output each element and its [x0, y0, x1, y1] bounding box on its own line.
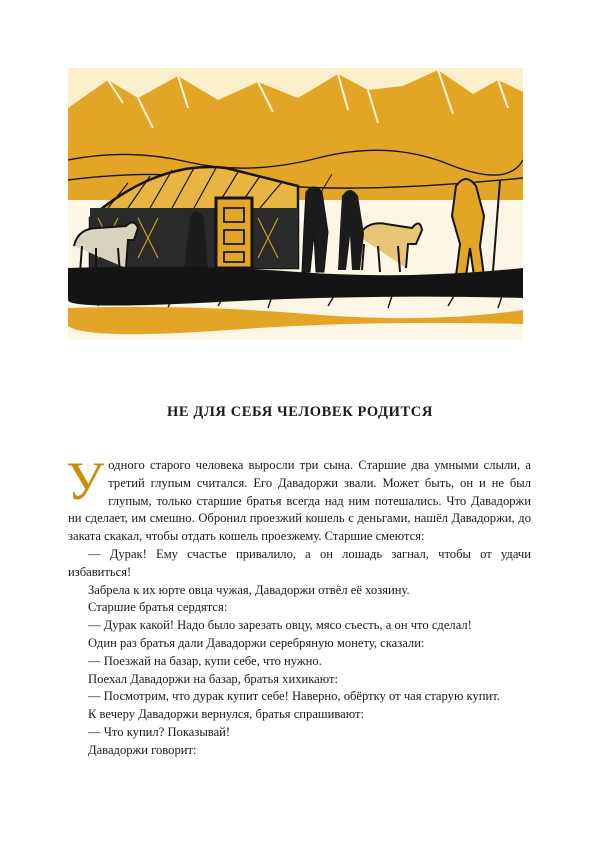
paragraph: Старшие братья сердятся:: [88, 600, 228, 615]
paragraph: Один раз братья дали Давадоржи серебряную монету, сказали:: [88, 635, 425, 650]
story-text: [66, 451, 531, 760]
paragraph: — Поезжай на базар, купи себе, что нужно.: [88, 653, 322, 668]
paragraph: — Посмотрим, что дурак купит себе! Наверно, обёртку от чая старую купит.: [88, 689, 500, 704]
paragraph: — Что купил? Показывай!: [88, 724, 231, 739]
yurt-scene-illustration: [68, 68, 523, 340]
first-paragraph-text: одного старого человека выросли три сына. Старшие два умными слыли, а третий глупым считался. Его Давадоржи звали. Может быть, он и не был глупым, только старшие братья всегда над ним потешались. Что Давадоржи ни сделает, им смешно. Обронил проезжий кошель с деньгами, нашёл Давадоржи, до заката скакал, чтобы отдать кошель проезжему. Старшие смеются:: [68, 458, 531, 544]
paragraph: Давадоржи говорит:: [88, 742, 197, 757]
first-paragraph: [66, 451, 531, 546]
paragraph: К вечеру Давадоржи вернулся, братья спрашивают:: [88, 707, 364, 722]
illustration-drawing: [68, 68, 523, 340]
paragraph: Поехал Давадоржи на базар, братья хихикают:: [88, 671, 338, 686]
page-title: НЕ ДЛЯ СЕБЯ ЧЕЛОВЕК РОДИТСЯ: [167, 404, 433, 420]
dropcap: У: [66, 451, 105, 511]
paragraph: — Дурак! Ему счастье привалило, а он лошадь загнал, чтобы от удачи избавиться!: [68, 546, 531, 579]
paragraph: Забрела к их юрте овца чужая, Давадоржи отвёл её хозяину.: [88, 582, 410, 597]
paragraph: — Дурак какой! Надо было зарезать овцу, мясо съесть, а он что сделал!: [88, 618, 472, 633]
